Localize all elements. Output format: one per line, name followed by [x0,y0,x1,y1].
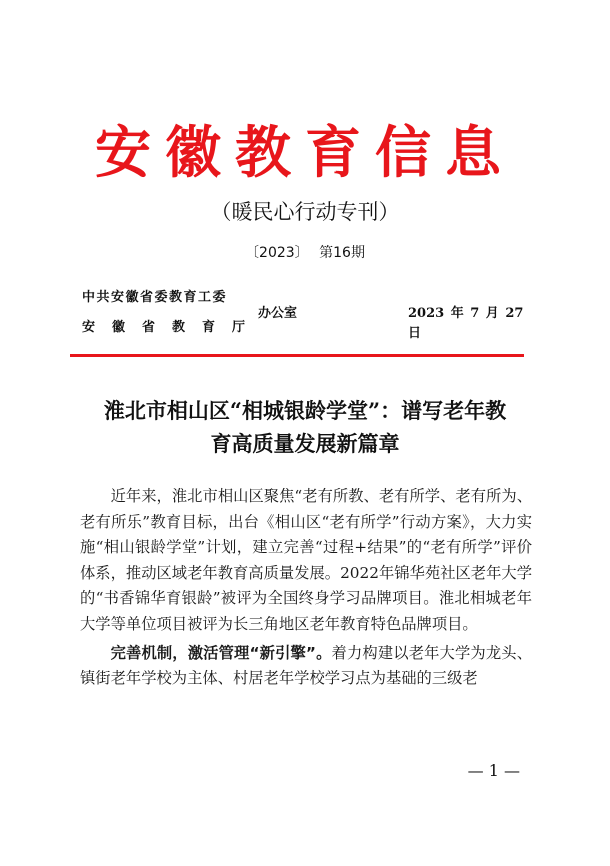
paragraph-mechanism-text: 着力构建以老年大学为龙头、镇街老年学校为主体、村居老年学校学习点为基础的三级老 [80,643,532,688]
paragraph-lead-heading: 完善机制，激活管理“新引擎”。 [110,643,332,662]
issuer-line-2: 安徽省教育厅 [82,320,263,335]
issuer-office: 办公室 [258,306,298,321]
issue-number: 〔2023〕 第16期 [245,245,365,261]
article-title [70,394,540,460]
article-body [80,484,532,692]
issue-date: 2023 年 7 月 27 日 [408,306,524,341]
issuer-line-1: 中共安徽省委教育工委 [82,290,228,305]
masthead-subtitle: （暖民心行动专刊） [210,200,400,224]
paragraph-intro: 近年来，淮北市相山区聚焦“老有所教、老有所学、老有所为、老有所乐”教育目标，出台《相山区“老有所学”行动方案》，大力实施“相山银龄学堂”计划，建立完善“过程+结果”的“老有所学”评价体系，推动区域老年教育高质量发展。2022年锦华苑社区老年大学的“书香锦华育银龄”被评为全国终身学习品牌项目。淮北相城老年大学等单位项目被评为长三角地区老年教育特色品牌项目。 [80,487,532,633]
paragraph-mechanism [80,641,532,692]
article-title-line-1: 淮北市相山区“相城银龄学堂”：谱写老年教 [103,398,507,423]
page-number: — 1 — [467,761,520,780]
issuer-block [82,288,532,344]
article-title-line-2: 育高质量发展新篇章 [210,431,400,456]
red-divider-rule [70,354,524,357]
masthead-title: 安徽教育信息 [95,120,515,186]
